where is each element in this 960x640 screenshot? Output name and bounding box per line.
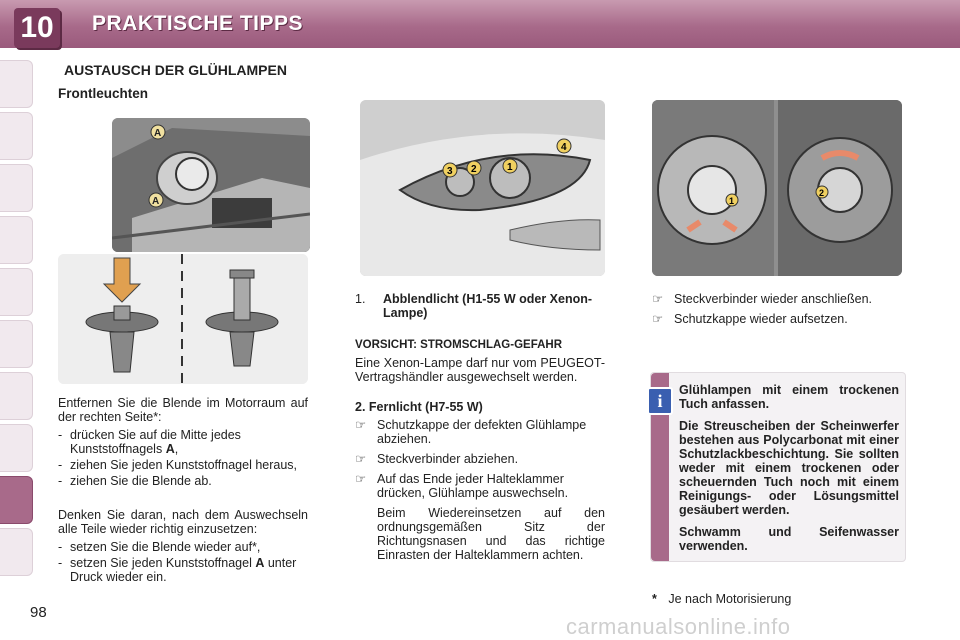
left-column xyxy=(58,396,308,586)
footnote-text: Je nach Motorisierung xyxy=(668,592,792,606)
chapter-tab[interactable] xyxy=(0,216,33,264)
info-paragraph: Die Streuscheiben der Scheinwerfer bestehen aus Polycarbonat mit einer Schutzlackbeschichtung. Sie sollten weder mit einem trockenen oder scheuernden Tuch noch mit einem Reinigungs- oder Lösungsmittel gesäubert werden. xyxy=(679,419,899,517)
chapter-tab[interactable] xyxy=(0,60,33,108)
chapter-tab-active[interactable] xyxy=(0,476,33,524)
label-2: 2 xyxy=(819,188,825,198)
watermark: carmanualsonline.info xyxy=(566,614,791,639)
label-a: A xyxy=(154,128,162,139)
hand-icon: ☞ xyxy=(355,472,367,486)
list-item: - setzen Sie jeden Kunststoffnagel A unter Druck wieder ein. xyxy=(58,556,297,584)
right-column xyxy=(652,292,904,332)
item-1-title: Abblendlicht (H1-55 W oder Xenon-Lampe) xyxy=(383,292,593,320)
item-2-title: 2. Fernlicht (H7-55 W) xyxy=(355,400,483,414)
label-1: 1 xyxy=(729,196,735,206)
chapter-tab[interactable] xyxy=(0,424,33,472)
list-item: ☞ Auf das Ende jeder Halteklammer drücken, Glühlampe auswechseln. xyxy=(355,472,569,500)
warning-title: VORSICHT: STROMSCHLAG-GEFAHR xyxy=(355,339,562,351)
headlamp-front-illustration xyxy=(360,100,605,276)
reassembly-intro: Denken Sie daran, nach dem Auswechseln alle Teile wieder richtig einzusetzen: xyxy=(58,508,308,536)
list-item: ☞ Steckverbinder abziehen. xyxy=(355,452,519,466)
page-number: 98 xyxy=(30,604,47,621)
list-item: ☞ Schutzkappe wieder aufsetzen. xyxy=(652,312,848,326)
label-a: A xyxy=(152,196,160,207)
label-3: 3 xyxy=(447,166,453,177)
footnote-mark: * xyxy=(652,592,657,606)
item-1: 1. Abblendlicht (H1-55 W oder Xenon-Lampe) xyxy=(355,292,593,320)
intro-text: Entfernen Sie die Blende im Motorraum auf der rechten Seite*: xyxy=(58,396,308,424)
chapter-header xyxy=(0,0,960,48)
middle-column xyxy=(355,292,605,566)
subsection-title: Frontleuchten xyxy=(58,86,148,101)
chapter-tab[interactable] xyxy=(0,528,33,576)
engine-bay-illustration xyxy=(112,118,310,252)
section-title: AUSTAUSCH DER GLÜHLAMPEN xyxy=(64,62,287,78)
item-2-steps xyxy=(355,418,605,500)
label-4: 4 xyxy=(561,142,567,153)
hand-icon: ☞ xyxy=(355,452,367,466)
chapter-tab[interactable] xyxy=(0,112,33,160)
list-item: ☞ Steckverbinder wieder anschließen. xyxy=(652,292,873,306)
reassembly-steps xyxy=(58,540,308,584)
info-box xyxy=(650,372,906,562)
removal-steps xyxy=(58,428,308,488)
list-item: ☞ Schutzkappe der defekten Glühlampe abziehen. xyxy=(355,418,587,446)
chapter-tab[interactable] xyxy=(0,372,33,420)
warning-text: Eine Xenon-Lampe darf nur vom PEUGEOT-Vertragshändler ausgewechselt werden. xyxy=(355,356,605,384)
info-paragraph: Schwamm und Seifenwasser verwenden. xyxy=(679,525,899,553)
label-1: 1 xyxy=(507,162,513,173)
info-text xyxy=(679,383,899,561)
chapter-tab[interactable] xyxy=(0,268,33,316)
footnote xyxy=(652,592,791,606)
list-item: - setzen Sie die Blende wieder auf*, xyxy=(58,540,261,554)
lamp-rear-illustration xyxy=(652,100,902,276)
chapter-title: PRAKTISCHE TIPPS xyxy=(92,12,304,35)
list-item: - drücken Sie auf die Mitte jedes Kunststoffnagels A, xyxy=(58,428,241,456)
info-icon: i xyxy=(647,387,673,415)
list-item: - ziehen Sie die Blende ab. xyxy=(58,474,212,488)
refit-steps xyxy=(652,292,904,326)
list-item: - ziehen Sie jeden Kunststoffnagel heraus, xyxy=(58,458,298,472)
chapter-tabs xyxy=(0,60,34,580)
plastic-rivet-illustration xyxy=(58,254,308,384)
chapter-number: 10 xyxy=(14,8,60,48)
chapter-tab[interactable] xyxy=(0,164,33,212)
chapter-tab[interactable] xyxy=(0,320,33,368)
item-2-note: Beim Wiedereinsetzen auf den ordnungsgemäßen Sitz der Richtungsnasen und das richtige Einrasten der Halteklammern achten. xyxy=(377,506,605,562)
info-paragraph: Glühlampen mit einem trockenen Tuch anfassen. xyxy=(679,383,899,411)
label-2: 2 xyxy=(471,164,477,175)
hand-icon: ☞ xyxy=(652,292,664,306)
hand-icon: ☞ xyxy=(355,418,367,432)
hand-icon: ☞ xyxy=(652,312,664,326)
